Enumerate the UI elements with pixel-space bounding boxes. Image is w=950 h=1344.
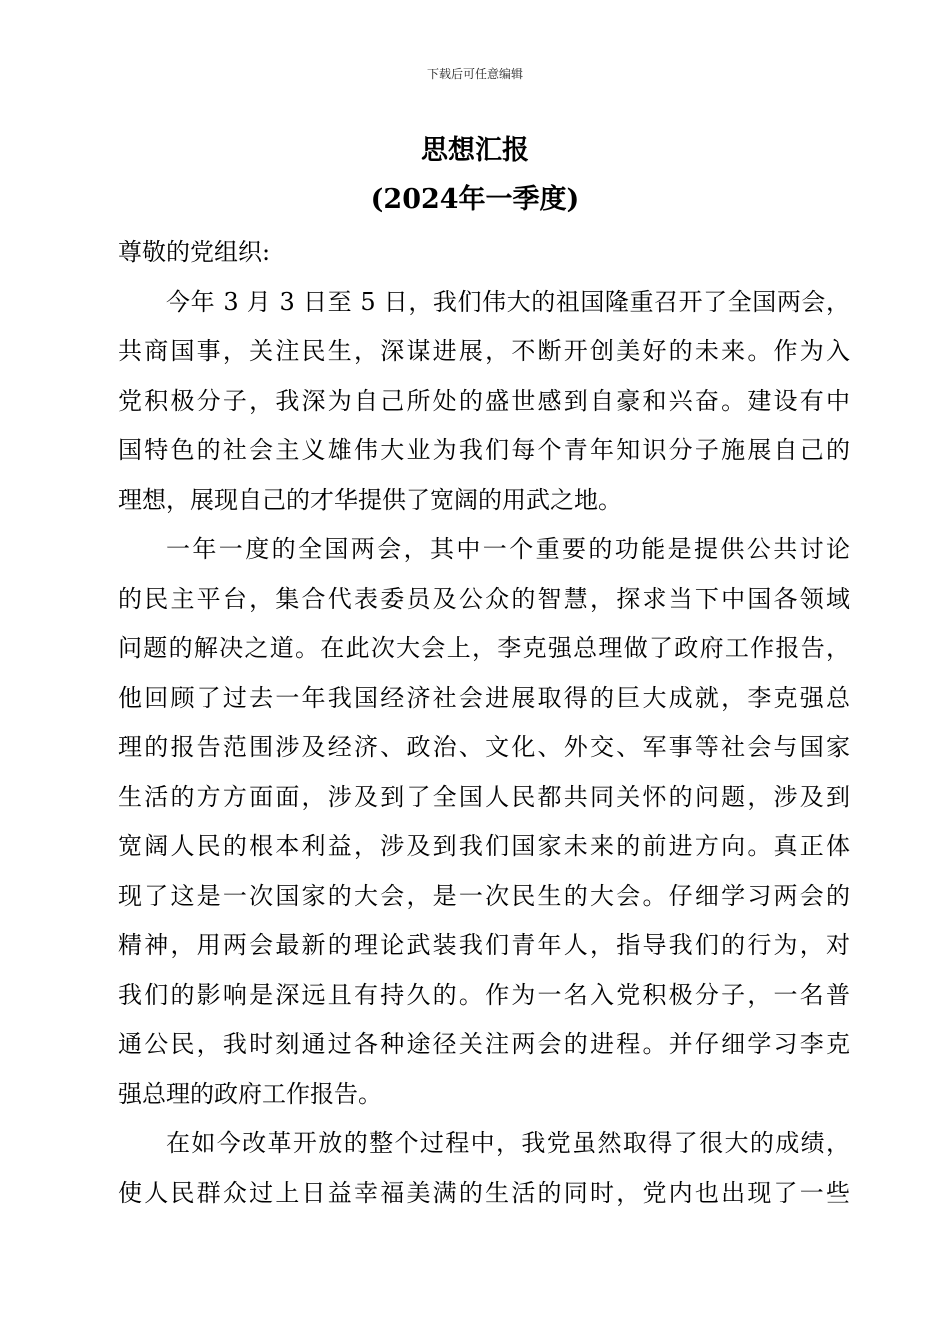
- header-note: 下载后可任意编辑: [426, 67, 523, 81]
- page-title: 思想汇报: [421, 135, 529, 166]
- paragraph-line: 共商国事，关注民生，深谋进展，不断开创美好的未来。作为入: [118, 337, 850, 365]
- paragraph-line: 强总理的政府工作报告。: [118, 1079, 382, 1108]
- paragraph-line: 今年 3 月 3 日至 5 日，我们伟大的祖国隆重召开了全国两会，: [166, 287, 850, 316]
- paragraph-line: 理的报告范围涉及经济、政治、文化、外交、军事等社会与国家: [118, 733, 850, 761]
- paragraph-3: [118, 1119, 850, 1218]
- paragraph-line: 问题的解决之道。在此次大会上，李克强总理做了政府工作报告，: [118, 634, 850, 662]
- paragraph-line: 精神，用两会最新的理论武装我们青年人，指导我们的行为，对: [118, 931, 850, 959]
- salutation: 尊敬的党组织:: [118, 238, 271, 266]
- paragraph-1: [118, 278, 850, 526]
- paragraph-line: 一年一度的全国两会，其中一个重要的功能是提供公共讨论: [166, 535, 850, 563]
- paragraph-line: 通公民，我时刻通过各种途径关注两会的进程。并仔细学习李克: [118, 1030, 850, 1058]
- paragraph-line: 现了这是一次国家的大会，是一次民生的大会。仔细学习两会的: [118, 881, 850, 910]
- page-subtitle: (2024年一季度): [370, 184, 580, 215]
- paragraph-line: 使人民群众过上日益幸福美满的生活的同时，党内也出现了一些: [118, 1178, 850, 1207]
- paragraph-line: 的民主平台，集合代表委员及公众的智慧，探求当下中国各领域: [118, 584, 850, 613]
- paragraph-line: 我们的影响是深远且有持久的。作为一名入党积极分子，一名普: [118, 980, 850, 1009]
- paragraph-line: 党积极分子，我深为自己所处的盛世感到自豪和兴奋。建设有中: [118, 386, 850, 415]
- paragraph-line: 宽阔人民的根本利益，涉及到我们国家未来的前进方向。真正体: [118, 832, 850, 860]
- paragraph-line: 他回顾了过去一年我国经济社会进展取得的巨大成就，李克强总: [118, 683, 850, 712]
- paragraph-line: 在如今改革开放的整个过程中，我党虽然取得了很大的成绩，: [166, 1129, 850, 1157]
- paragraph-2: [118, 525, 850, 1119]
- paragraph-line: 生活的方方面面，涉及到了全国人民都共同关怀的问题，涉及到: [118, 782, 850, 811]
- paragraph-line: 国特色的社会主义雄伟大业为我们每个青年知识分子施展自己的: [118, 436, 850, 464]
- document-body: [118, 228, 850, 1218]
- paragraph-line: 理想，展现自己的才华提供了宽阔的用武之地。: [118, 485, 622, 514]
